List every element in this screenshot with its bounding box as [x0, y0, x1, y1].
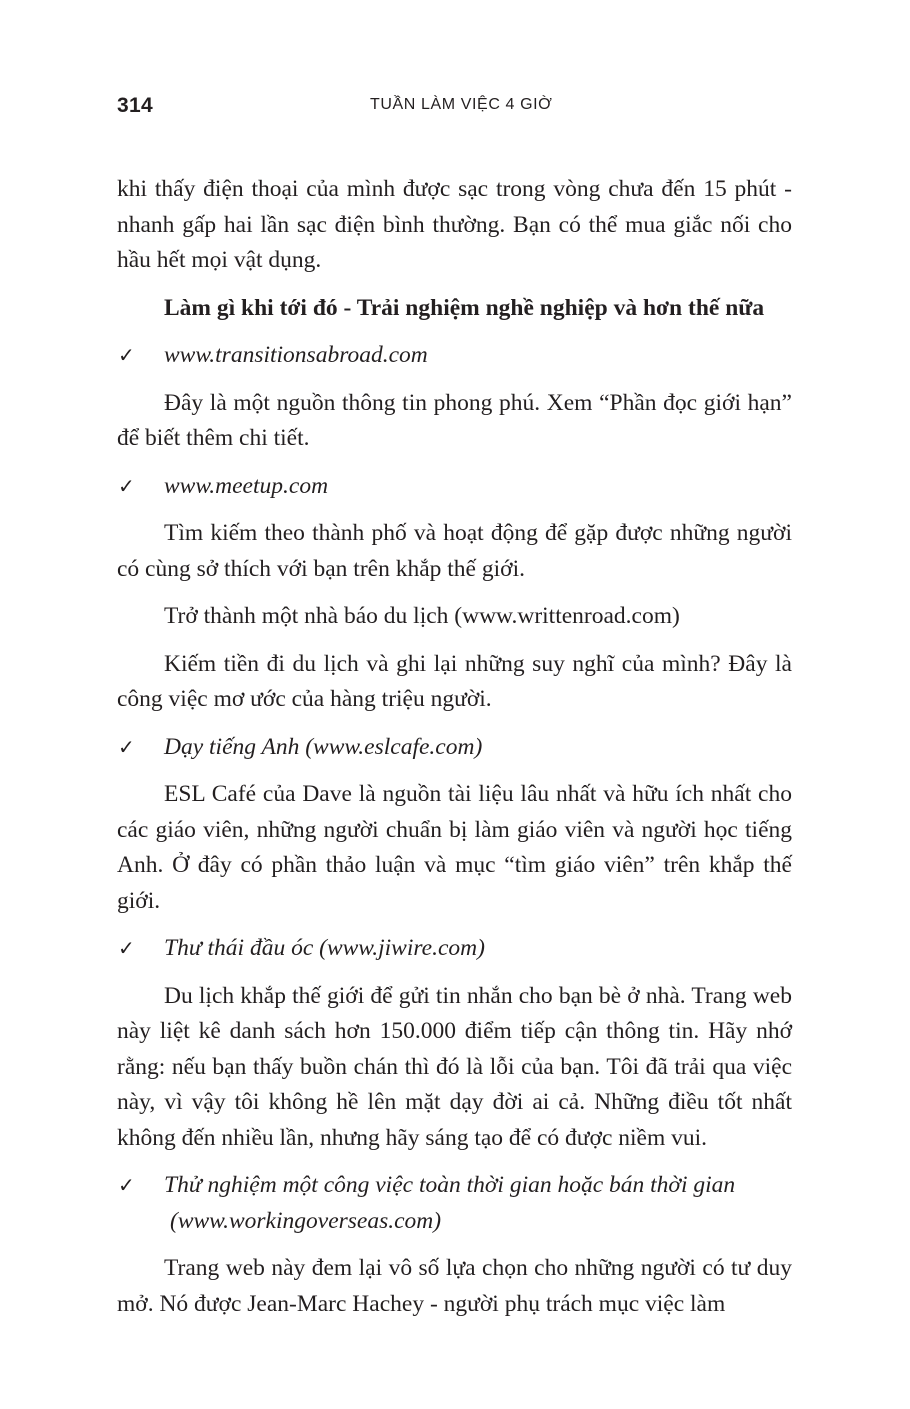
- list-item: [117, 469, 792, 505]
- check-mark-icon: ✓: [118, 936, 135, 960]
- subheading-journalist: Trở thành một nhà báo du lịch (www.writtenroad.com): [164, 603, 680, 629]
- check-mark-icon: ✓: [118, 473, 135, 498]
- list-item-description: Kiếm tiền đi du lịch và ghi lại những suy nghĩ của mình? Đây là công việc mơ ước của hàng triệu người.: [117, 650, 792, 712]
- section-heading: Làm gì khi tới đó - Trải nghiệm nghề nghiệp và hơn thế nữa: [164, 294, 765, 321]
- page-number: 314: [117, 94, 153, 117]
- list-item-text: Thử nghiệm một công việc toàn thời gian hoặc bán thời gian (www.workingoverseas.com): [164, 1172, 736, 1234]
- page-content: [117, 172, 792, 1334]
- list-item-description: Trang web này đem lại vô số lựa chọn cho những người có tư duy mở. Nó được Jean-Marc Hachey - người phụ trách mục việc làm: [117, 1255, 792, 1317]
- list-item-description: Tìm kiếm theo thành phố và hoạt động để gặp được những người có cùng sở thích với bạn trên khắp thế giới.: [117, 520, 792, 582]
- list-item: [117, 730, 792, 766]
- list-item: [117, 338, 792, 374]
- list-item: [117, 931, 792, 967]
- check-mark-icon: ✓: [118, 1173, 135, 1197]
- list-item: [117, 1168, 792, 1239]
- page-header: [0, 94, 910, 124]
- paragraph-continued: khi thấy điện thoại của mình được sạc trong vòng chưa đến 15 phút - nhanh gấp hai lần sạc điện bình thường. Bạn có thể mua giắc nối cho hầu hết mọi vật dụng.: [117, 176, 792, 273]
- list-item-description: Du lịch khắp thế giới để gửi tin nhắn cho bạn bè ở nhà. Trang web này liệt kê danh sách hơn 150.000 điểm tiếp cận thông tin. Hãy nhớ rằng: nếu bạn thấy buồn chán thì đó là lỗi của bạn. Tôi đã trải qua việc này, vì vậy tôi không hề lên mặt dạy đời ai cả. Những điều tốt nhất không đến nhiều lần, nhưng hãy sáng tạo để có được niềm vui.: [117, 982, 792, 1151]
- running-title: TUẦN LÀM VIỆC 4 GIỜ: [370, 96, 553, 113]
- list-item-text: Dạy tiếng Anh (www.eslcafe.com): [164, 733, 483, 760]
- list-item-text: Thư thái đầu óc (www.jiwire.com): [164, 935, 485, 961]
- list-item-description: Đây là một nguồn thông tin phong phú. Xem “Phần đọc giới hạn” để biết thêm chi tiết.: [117, 389, 792, 451]
- check-mark-icon: ✓: [118, 343, 135, 367]
- list-item-description: ESL Café của Dave là nguồn tài liệu lâu nhất và hữu ích nhất cho các giáo viên, những người chuẩn bị làm giáo viên và người học tiếng Anh. Ở đây có phần thảo luận và mục “tìm giáo viên” trên khắp thế giới.: [117, 781, 792, 914]
- list-item-text: www.transitionsabroad.com: [164, 342, 428, 368]
- check-mark-icon: ✓: [118, 734, 135, 759]
- list-item-text: www.meetup.com: [164, 472, 329, 499]
